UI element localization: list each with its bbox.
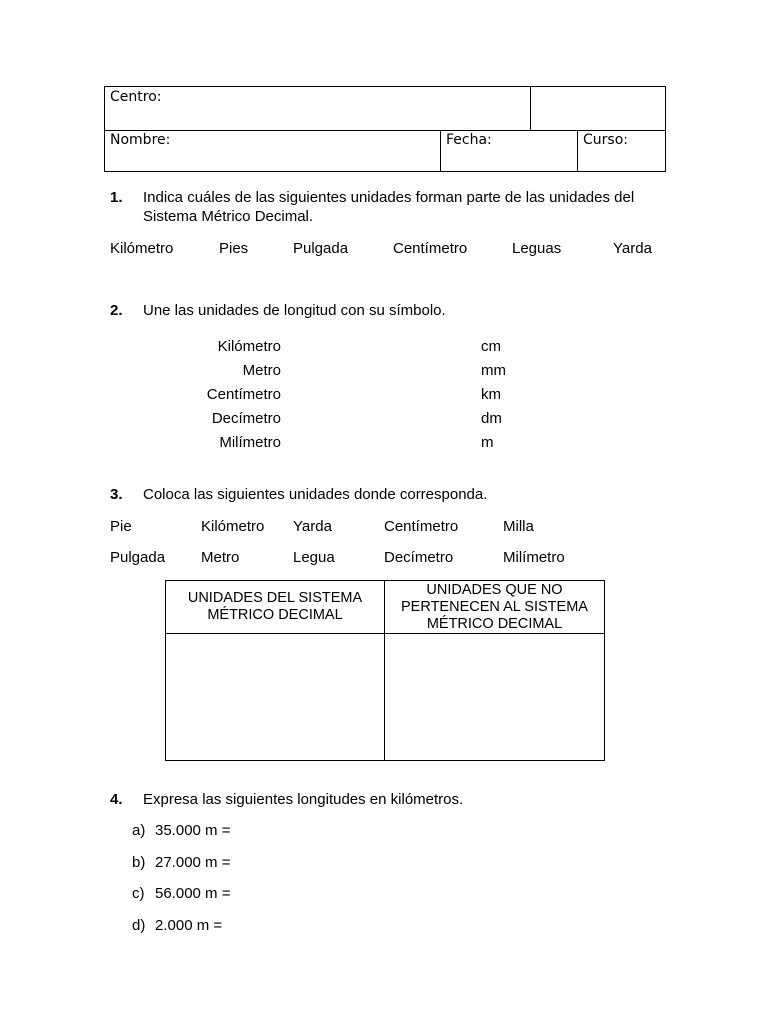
table-header-line: MÉTRICO DECIMAL	[207, 607, 343, 623]
header-vline-3	[577, 130, 578, 172]
q3-unit: Milímetro	[503, 549, 565, 566]
q3-unit: Pulgada	[110, 549, 166, 566]
table-header-line: UNIDADES QUE NO	[426, 581, 563, 598]
q3-unit: Legua	[293, 549, 335, 566]
table-header-line: MÉTRICO DECIMAL	[426, 615, 563, 632]
centro-label: Centro:	[110, 89, 162, 105]
header-divider	[105, 130, 665, 131]
q4-item-label: a)	[132, 822, 146, 839]
q4-item-label: b)	[132, 854, 146, 871]
q2-left-item: Decímetro	[211, 410, 281, 427]
header-box	[104, 86, 666, 172]
q4-text: Expresa las siguientes longitudes en kilómetros.	[143, 791, 464, 808]
q1-unit: Yarda	[613, 240, 652, 257]
q4-item-expression: 56.000 m =	[155, 885, 231, 902]
classification-table	[165, 580, 605, 761]
header-vline-2	[440, 130, 441, 172]
q2-right-item: km	[481, 386, 501, 403]
q2-left-item: Metro	[242, 362, 281, 379]
table-header-no-sistema-metrico	[385, 581, 604, 633]
q2-left-item: Centímetro	[206, 386, 281, 403]
header-vline-1	[530, 87, 531, 130]
q2-right-item: dm	[481, 410, 502, 427]
curso-label: Curso:	[583, 132, 628, 148]
q3-unit: Yarda	[293, 518, 332, 535]
table-cell-no-sistema-metrico[interactable]	[385, 634, 604, 760]
q3-unit: Milla	[503, 518, 534, 535]
q1-text-line1: Indica cuáles de las siguientes unidades forman parte de las unidades del	[143, 189, 635, 206]
q3-unit: Kilómetro	[201, 518, 265, 535]
q3-unit: Pie	[110, 518, 132, 535]
q1-unit: Pulgada	[293, 240, 349, 257]
q1-unit: Pies	[219, 240, 249, 257]
q2-right-item: m	[481, 434, 494, 451]
q1-unit: Kilómetro	[110, 240, 174, 257]
q4-item-expression: 27.000 m =	[155, 854, 231, 871]
q2-right-item: cm	[481, 338, 501, 355]
q4-item-label: d)	[132, 917, 146, 934]
q2-right-column	[481, 338, 506, 458]
q1-text-line2: Sistema Métrico Decimal.	[143, 208, 314, 225]
q3-unit: Decímetro	[384, 549, 454, 566]
table-header-line: UNIDADES DEL SISTEMA	[187, 590, 363, 606]
q2-left-item: Kilómetro	[217, 338, 281, 355]
q1-unit: Leguas	[512, 240, 562, 257]
q1-number: 1.	[110, 189, 123, 206]
q2-number: 2.	[110, 302, 123, 319]
q2-left-column	[207, 338, 281, 458]
q3-text: Coloca las siguientes unidades donde corresponda.	[143, 486, 488, 503]
q4-number: 4.	[110, 791, 123, 808]
q4-item-label: c)	[132, 885, 145, 902]
q4-item-expression: 2.000 m =	[155, 917, 223, 934]
q3-number: 3.	[110, 486, 123, 503]
q3-unit: Metro	[201, 549, 240, 566]
table-header-line: PERTENECEN AL SISTEMA	[401, 598, 588, 615]
table-cell-sistema-metrico[interactable]	[166, 634, 384, 760]
q2-left-item: Milímetro	[219, 434, 281, 451]
q2-text: Une las unidades de longitud con su símbolo.	[143, 302, 446, 319]
q4-item-expression: 35.000 m =	[155, 822, 231, 839]
q1-unit: Centímetro	[393, 240, 468, 257]
nombre-label: Nombre:	[110, 132, 171, 148]
q2-right-item: mm	[481, 362, 506, 379]
fecha-label: Fecha:	[446, 132, 492, 148]
table-header-sistema-metrico	[166, 581, 384, 633]
q3-unit: Centímetro	[384, 518, 459, 535]
